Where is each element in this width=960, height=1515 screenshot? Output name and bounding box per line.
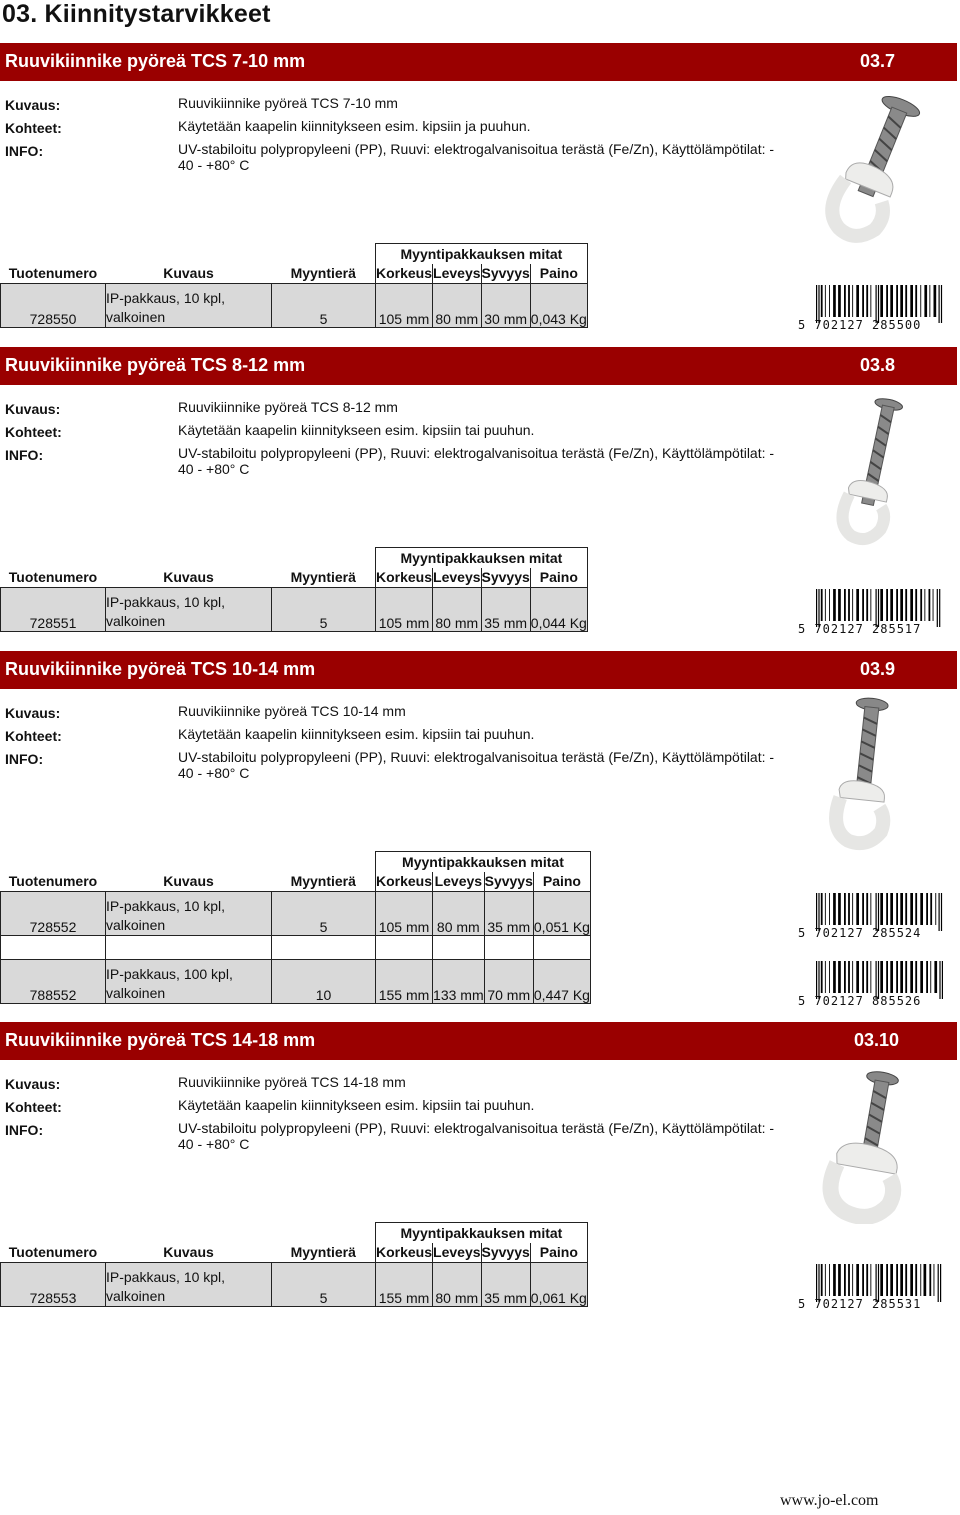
barcode-bar: [920, 589, 922, 621]
barcode-bar: [848, 961, 850, 993]
table-row: [1, 892, 591, 936]
section-title: Ruuvikiinnike pyöreä TCS 14-18 mm: [5, 1030, 316, 1050]
barcode-bar: [929, 589, 931, 621]
barcode-bar: [920, 285, 921, 317]
info-value: UV-stabiloitu polypropyleeni (PP), Ruuvi: elektrogalvanisoitua terästä (Fe/Zn), Käyttölämpötilat: - 40 - +80° C: [178, 1120, 775, 1152]
kohteet-label: Kohteet:: [5, 424, 62, 440]
product-photo: [795, 693, 955, 853]
barcode-bar: [900, 893, 903, 925]
barcode-bar: [852, 589, 853, 621]
kuvaus-value: Ruuvikiinnike pyöreä TCS 14-18 mm: [178, 1074, 406, 1090]
barcode-bar: [886, 893, 888, 925]
barcode-bar: [844, 589, 846, 621]
barcode-bar: [934, 285, 937, 317]
myyntiera-cell: 10: [272, 960, 376, 1004]
footer-url: www.jo-el.com: [780, 1492, 879, 1509]
table-row: [1, 1263, 588, 1307]
barcode-bar: [856, 285, 859, 317]
barcode-bar: [915, 285, 917, 317]
barcode-bar: [886, 589, 888, 621]
barcode-bar: [821, 893, 823, 925]
header-myyntiera: Myyntierä: [290, 569, 356, 586]
header-syvyys: Syvyys: [481, 264, 530, 284]
barcode-bar: [862, 893, 864, 925]
spec-table: [0, 547, 588, 632]
barcode-bar: [838, 1264, 841, 1296]
tuotenumero-cell: 728552: [1, 892, 106, 936]
syvyys-cell: 70 mm: [484, 960, 533, 1004]
barcode-bar: [880, 961, 883, 993]
barcode-bar: [870, 893, 871, 925]
ean-digits: 5 702127 885526: [798, 994, 922, 1008]
syvyys-cell: 35 mm: [484, 892, 533, 936]
barcode: [798, 961, 954, 1009]
header-leveys: Leveys: [433, 568, 481, 588]
barcode-bar: [929, 1264, 931, 1296]
kuvaus-cell: IP-pakkaus, 100 kpl, valkoinen: [106, 960, 272, 1004]
section-header-bar: [0, 651, 957, 689]
info-label: INFO:: [5, 1122, 44, 1138]
paino-cell: 0,051 Kg: [533, 892, 590, 936]
info-label: INFO:: [5, 447, 44, 463]
barcode-bar: [910, 1264, 913, 1296]
product-section: [0, 651, 960, 1021]
barcode-bar: [910, 285, 913, 317]
barcode-bar: [833, 589, 836, 621]
section-code: 03.7: [859, 51, 895, 71]
info-label: INFO:: [5, 143, 44, 159]
header-myyntiera: Myyntierä: [290, 265, 356, 282]
header-paino: Paino: [533, 872, 590, 892]
barcode-bar: [821, 961, 823, 993]
table-row: [1, 284, 588, 328]
kuvaus-value: Ruuvikiinnike pyöreä TCS 7-10 mm: [178, 95, 398, 111]
kuvaus-cell: IP-pakkaus, 10 kpl, valkoinen: [106, 1263, 272, 1307]
header-syvyys: Syvyys: [481, 568, 530, 588]
kohteet-value: Käytetään kaapelin kiinnitykseen esim. kipsiin tai puuhun.: [178, 1097, 535, 1113]
section-header-bar: [0, 43, 957, 81]
spec-table: [0, 243, 588, 328]
group-header: Myyntipakkauksen mitat: [376, 1223, 588, 1243]
leveys-cell: 80 mm: [433, 892, 485, 936]
info-value: UV-stabiloitu polypropyleeni (PP), Ruuvi: elektrogalvanisoitua terästä (Fe/Zn), Käyttölämpötilat: - 40 - +80° C: [178, 749, 775, 781]
barcode-bar: [880, 285, 883, 317]
barcode: [798, 1264, 954, 1312]
barcode-bar: [886, 961, 888, 993]
table-row: [1, 960, 591, 1004]
header-kuvaus: Kuvaus: [163, 569, 214, 586]
kuvaus-value: Ruuvikiinnike pyöreä TCS 8-12 mm: [178, 399, 398, 415]
korkeus-cell: 155 mm: [376, 960, 433, 1004]
table-row: [1, 588, 588, 632]
barcode-bar: [821, 589, 823, 621]
barcode-bar: [905, 961, 907, 993]
product-info: [0, 399, 800, 477]
barcode-bar: [848, 1264, 850, 1296]
myyntiera-cell: 5: [272, 892, 376, 936]
barcode-bar: [926, 961, 928, 993]
barcode-bar: [870, 285, 871, 317]
product-photo: [795, 389, 955, 549]
group-header: Myyntipakkauksen mitat: [376, 548, 588, 568]
header-korkeus: Korkeus: [376, 872, 433, 892]
header-leveys: Leveys: [433, 1243, 481, 1263]
barcode-bar: [930, 961, 931, 993]
barcode-bar: [862, 961, 864, 993]
header-korkeus: Korkeus: [376, 264, 433, 284]
header-leveys: Leveys: [433, 872, 485, 892]
korkeus-cell: 105 mm: [376, 284, 433, 328]
myyntiera-cell: 5: [272, 284, 376, 328]
barcode-bar: [829, 1264, 830, 1296]
header-paino: Paino: [530, 264, 587, 284]
barcode: [798, 285, 954, 333]
barcode-bar: [821, 285, 823, 317]
barcode-bar: [890, 285, 893, 317]
barcode-bar: [866, 961, 868, 993]
tuotenumero-cell: 788552: [1, 960, 106, 1004]
barcode-bar: [856, 961, 859, 993]
barcode-bar: [910, 589, 913, 621]
paino-cell: 0,061 Kg: [530, 1263, 587, 1307]
barcode-bar: [905, 893, 907, 925]
barcode-bar: [848, 285, 850, 317]
barcode-bar: [915, 1264, 917, 1296]
barcode-bar: [825, 285, 826, 317]
barcode-bar: [880, 589, 883, 621]
barcode-bar: [829, 893, 830, 925]
ean-digits: 5 702127 285531: [798, 1297, 922, 1311]
barcode-bar: [935, 893, 936, 925]
barcode-bar: [929, 285, 930, 317]
info-value: UV-stabiloitu polypropyleeni (PP), Ruuvi: elektrogalvanisoitua terästä (Fe/Zn), Käyttölämpötilat: - 40 - +80° C: [178, 445, 775, 477]
kohteet-label: Kohteet:: [5, 120, 62, 136]
header-korkeus: Korkeus: [376, 1243, 433, 1263]
syvyys-cell: 30 mm: [481, 284, 530, 328]
header-tuotenumero: Tuotenumero: [8, 265, 98, 282]
barcode-bar: [890, 589, 893, 621]
section-title: Ruuvikiinnike pyöreä TCS 10-14 mm: [5, 659, 316, 679]
kohteet-label: Kohteet:: [5, 1099, 62, 1115]
kuvaus-value: Ruuvikiinnike pyöreä TCS 10-14 mm: [178, 703, 406, 719]
barcode-bar: [829, 589, 830, 621]
header-myyntiera: Myyntierä: [290, 1244, 356, 1261]
barcode-bar: [926, 893, 928, 925]
barcode-bar: [821, 1264, 823, 1296]
barcode-bar: [856, 1264, 859, 1296]
barcode-bar: [870, 589, 871, 621]
barcode-bar: [930, 893, 932, 925]
group-header: Myyntipakkauksen mitat: [376, 852, 591, 872]
section-header-bar: [0, 1022, 957, 1060]
myyntiera-cell: 5: [272, 588, 376, 632]
barcode-bar: [870, 961, 871, 993]
product-photo: [795, 1064, 955, 1224]
tuotenumero-cell: 728550: [1, 284, 106, 328]
header-tuotenumero: Tuotenumero: [8, 569, 98, 586]
barcode-bar: [896, 285, 898, 317]
header-kuvaus: Kuvaus: [163, 873, 214, 890]
leveys-cell: 133 mm: [433, 960, 485, 1004]
barcode-bar: [833, 1264, 836, 1296]
barcode-bar: [862, 589, 864, 621]
barcode-bar: [833, 285, 836, 317]
ean-digits: 5 702127 285524: [798, 926, 922, 940]
barcode-bar: [924, 285, 927, 317]
barcode-bar: [910, 961, 913, 993]
header-myyntiera: Myyntierä: [290, 873, 356, 890]
barcode-bar: [900, 589, 903, 621]
barcode-bar: [890, 1264, 893, 1296]
paino-cell: 0,044 Kg: [530, 588, 587, 632]
myyntiera-cell: 5: [272, 1263, 376, 1307]
spec-table: [0, 851, 591, 1004]
barcode-bar: [852, 893, 853, 925]
header-kuvaus: Kuvaus: [163, 265, 214, 282]
barcode-bar: [915, 961, 917, 993]
paino-cell: 0,447 Kg: [533, 960, 590, 1004]
barcode-bar: [924, 1264, 927, 1296]
header-tuotenumero: Tuotenumero: [8, 873, 98, 890]
barcode-bar: [856, 589, 859, 621]
barcode-bar: [896, 589, 898, 621]
barcode-bar: [838, 961, 841, 993]
header-syvyys: Syvyys: [484, 872, 533, 892]
product-section: [0, 347, 960, 647]
section-header-bar: [0, 347, 957, 385]
korkeus-cell: 105 mm: [376, 588, 433, 632]
paino-cell: 0,043 Kg: [530, 284, 587, 328]
barcode-bar: [833, 893, 836, 925]
info-label: INFO:: [5, 751, 44, 767]
barcode-bar: [905, 1264, 907, 1296]
barcode-bar: [900, 961, 903, 993]
leveys-cell: 80 mm: [433, 588, 481, 632]
barcode-bar: [829, 961, 830, 993]
section-code: 03.9: [859, 659, 895, 679]
barcode-bar: [862, 1264, 864, 1296]
kohteet-label: Kohteet:: [5, 728, 62, 744]
barcode-bar: [896, 1264, 898, 1296]
barcode-bar: [866, 893, 868, 925]
barcode-bar: [866, 285, 868, 317]
barcode-bar: [924, 589, 925, 621]
barcode-bar: [825, 1264, 826, 1296]
barcode-bar: [900, 285, 903, 317]
page-title: 03. Kiinnitystarvikkeet: [2, 0, 271, 28]
section-title: Ruuvikiinnike pyöreä TCS 7-10 mm: [5, 51, 306, 71]
barcode-bar: [825, 893, 826, 925]
leveys-cell: 80 mm: [433, 1263, 481, 1307]
korkeus-cell: 155 mm: [376, 1263, 433, 1307]
header-korkeus: Korkeus: [376, 568, 433, 588]
kohteet-value: Käytetään kaapelin kiinnitykseen esim. kipsiin tai puuhun.: [178, 726, 535, 742]
barcode-bar: [905, 589, 907, 621]
barcode-bar: [844, 285, 846, 317]
barcode: [798, 893, 954, 941]
kuvaus-label: Kuvaus:: [5, 705, 61, 721]
barcode-bar: [896, 961, 898, 993]
barcode-bar: [933, 589, 934, 621]
barcode-bar: [825, 961, 826, 993]
leveys-cell: 80 mm: [433, 284, 481, 328]
barcode-bar: [852, 961, 853, 993]
barcode-bar: [838, 589, 841, 621]
ean-digits: 5 702127 285517: [798, 622, 922, 636]
barcode: [798, 589, 954, 637]
barcode-bar: [886, 285, 888, 317]
barcode-bar: [900, 1264, 903, 1296]
tuotenumero-cell: 728553: [1, 1263, 106, 1307]
barcode-bar: [852, 285, 853, 317]
barcode-bar: [844, 1264, 846, 1296]
kuvaus-cell: IP-pakkaus, 10 kpl, valkoinen: [106, 892, 272, 936]
product-info: [0, 703, 800, 781]
barcode-bar: [880, 1264, 883, 1296]
kuvaus-cell: IP-pakkaus, 10 kpl, valkoinen: [106, 284, 272, 328]
barcode-bar: [890, 893, 893, 925]
barcode-bar: [920, 1264, 921, 1296]
product-photo: [795, 85, 955, 245]
kuvaus-label: Kuvaus:: [5, 1076, 61, 1092]
table-spacer: [1, 936, 591, 960]
barcode-bar: [870, 1264, 871, 1296]
barcode-bar: [856, 893, 859, 925]
korkeus-cell: 105 mm: [376, 892, 433, 936]
header-tuotenumero: Tuotenumero: [8, 1244, 98, 1261]
kohteet-value: Käytetään kaapelin kiinnitykseen esim. kipsiin tai puuhun.: [178, 422, 535, 438]
barcode-bar: [838, 893, 841, 925]
header-paino: Paino: [530, 568, 587, 588]
product-section: [0, 43, 960, 343]
barcode-bar: [934, 961, 937, 993]
barcode-bar: [825, 589, 826, 621]
barcode-bar: [848, 893, 850, 925]
ean-digits: 5 702127 285500: [798, 318, 922, 332]
barcode-bar: [829, 285, 830, 317]
barcode-bar: [844, 961, 846, 993]
barcode-bar: [862, 285, 864, 317]
barcode-bar: [880, 893, 883, 925]
barcode-bar: [915, 893, 917, 925]
header-syvyys: Syvyys: [481, 1243, 530, 1263]
kuvaus-cell: IP-pakkaus, 10 kpl, valkoinen: [106, 588, 272, 632]
product-section: [0, 1022, 960, 1322]
syvyys-cell: 35 mm: [481, 588, 530, 632]
barcode-bar: [848, 589, 850, 621]
barcode-bar: [890, 961, 893, 993]
barcode-bar: [866, 1264, 868, 1296]
barcode-bar: [934, 1264, 935, 1296]
product-info: [0, 95, 800, 173]
barcode-bar: [920, 961, 923, 993]
barcode-bar: [866, 589, 868, 621]
spec-table: [0, 1222, 588, 1307]
barcode-bar: [920, 893, 923, 925]
barcode-bar: [915, 589, 917, 621]
section-code: 03.8: [859, 355, 895, 375]
section-code: 03.10: [853, 1030, 899, 1050]
barcode-bar: [838, 285, 841, 317]
barcode-bar: [844, 893, 846, 925]
barcode-bar: [910, 893, 913, 925]
tuotenumero-cell: 728551: [1, 588, 106, 632]
barcode-bar: [852, 1264, 853, 1296]
section-title: Ruuvikiinnike pyöreä TCS 8-12 mm: [5, 355, 306, 375]
kuvaus-label: Kuvaus:: [5, 97, 61, 113]
header-leveys: Leveys: [433, 264, 481, 284]
barcode-bar: [905, 285, 907, 317]
kohteet-value: Käytetään kaapelin kiinnitykseen esim. kipsiin ja puuhun.: [178, 118, 531, 134]
syvyys-cell: 35 mm: [481, 1263, 530, 1307]
header-paino: Paino: [530, 1243, 587, 1263]
barcode-bar: [896, 893, 898, 925]
info-value: UV-stabiloitu polypropyleeni (PP), Ruuvi: elektrogalvanisoitua terästä (Fe/Zn), Käyttölämpötilat: - 40 - +80° C: [178, 141, 775, 173]
group-header: Myyntipakkauksen mitat: [376, 244, 588, 264]
product-info: [0, 1074, 800, 1152]
barcode-bar: [886, 1264, 888, 1296]
barcode-bar: [833, 961, 836, 993]
header-kuvaus: Kuvaus: [163, 1244, 214, 1261]
kuvaus-label: Kuvaus:: [5, 401, 61, 417]
